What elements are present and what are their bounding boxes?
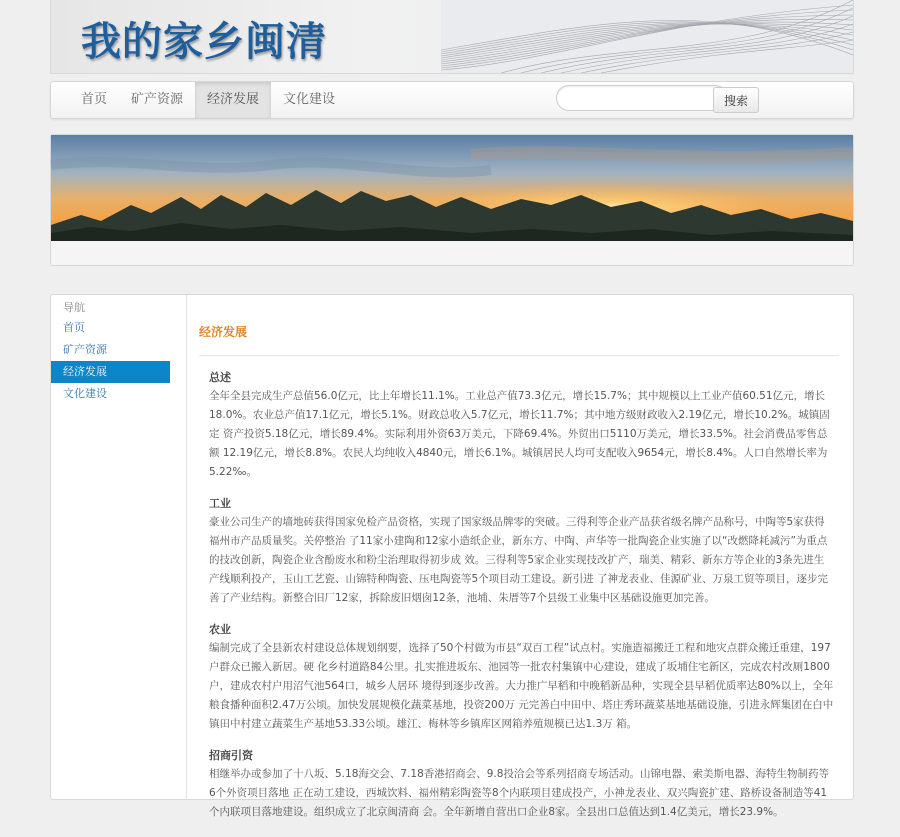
section-body: 全年全县完成生产总值56.0亿元，比上年增长11.1%。工业总产值73.3亿元，增长15.7%；其中规模以上工业产值60.51亿元，增长18.0%。农业总产值17.1亿元，增长5.1%。财政总收入5.7亿元，增长11.7%；其中地方级财政收入2.19亿元，增长10.2%。城镇固定 资产投资5.18亿元，增长89.4%。实际利用外资63万美元，下降69.4%。外贸出口5110万美元，增长33.5%。社会消费品零售总额 12.19亿元，增长8.8%。农民人均纯收入4840元，增长6.1%。城镇居民人均可支配收入9654元，增长8.4%。人口自然增长率为 5.22‰。 <box>209 390 830 478</box>
section-heading: 工业 <box>209 497 231 510</box>
sidebar-header: 导航 <box>63 301 85 314</box>
main-content <box>199 295 839 818</box>
section-heading: 招商引资 <box>209 749 253 762</box>
search-input[interactable] <box>556 85 728 111</box>
decorative-wave-lines <box>441 0 853 73</box>
sidebar-item-home[interactable]: 首页 <box>63 321 85 334</box>
sidebar-item-culture[interactable]: 文化建设 <box>63 387 107 400</box>
section-body: 编制完成了全县新农村建设总体规划纲要，选择了50个村做为市县“双百工程”试点村。实施造福搬迁工程和地灾点群众搬迁重建，197户群众已搬入新居。硬 化乡村道路84公里。扎实推进坂东、池园等一批农村集镇中心建设，建成了坂埔住宅新区，完成农村改厕1800户，建成农村户用沼气池564口，城乡人居环 境得到逐步改善。大力推广早稻和中晚稻新品种，实现全县早稻优质率达80%以上，全年粮食播种面积2.47万公顷。加快发展规模化蔬菜基地，投资200万 元完善白中田中、塔庄秀环蔬菜基地基础设施，引进永辉集团在白中镇田中村建立蔬菜生产基地53.33公顷。雄江、梅林等乡镇库区网箱养殖规模已达1.3万 箱。 <box>209 642 834 730</box>
site-header <box>50 0 854 74</box>
sidebar-item-economy[interactable]: 经济发展 <box>51 361 170 383</box>
nav-item-minerals[interactable]: 矿产资源 <box>131 92 184 107</box>
nav-item-culture[interactable]: 文化建设 <box>283 92 336 107</box>
site-logo: 我的家乡闽清 <box>81 19 327 65</box>
section-industry <box>209 497 834 608</box>
section-investment <box>209 749 834 822</box>
page-title: 经济发展 <box>199 325 248 339</box>
article-sections <box>209 371 834 837</box>
banner-panel <box>50 134 854 266</box>
sidebar-list <box>51 317 170 405</box>
search-button[interactable]: 搜索 <box>713 87 759 113</box>
nav-menu <box>69 82 347 118</box>
section-heading: 总述 <box>209 371 231 384</box>
section-heading: 农业 <box>209 623 231 636</box>
section-body: 豪业公司生产的墙地砖获得国家免检产品资格，实现了国家级品牌零的突破。三得利等企业产品获省级名牌产品称号，中陶等5家获得福州市产品质量奖。关停整治 了11家小建陶和12家小造纸企业，新东方、中陶、声华等一批陶瓷企业实施了以“改燃降耗减污”为重点的技改创新，陶瓷企业含酚废水和粉尘治理取得初步成 效。三得利等5家企业实现技改扩产，瑞美、精彩、新东方等企业的3条先进生产线顺利投产，玉山工艺瓷、山锦特种陶瓷、压电陶瓷等5个项目动工建设。新引进 了神龙表业、佳源矿业、万泉工贸等项目，逐步完善了产业结构。新整合旧厂12家，拆除废旧烟囱12条，池埔、朱厝等7个县级工业集中区基础设施更加完善。 <box>209 516 829 604</box>
nav-item-home[interactable]: 首页 <box>81 92 108 107</box>
banner-image <box>51 135 853 241</box>
nav-item-economy[interactable]: 经济发展 <box>195 82 271 118</box>
title-divider <box>199 355 839 356</box>
section-body: 相继举办或参加了十八坂、5.18海交会、7.18香港招商会、9.8投洽会等系列招商专场活动。山锦电器、索美斯电器、海特生物制药等6个外资项目落地 正在动工建设，西城饮料、福州精彩陶瓷等8个内联项目建成投产，小神龙表业、双兴陶瓷扩建、路桥设备制造等41个内联项目落地建设。组织成立了北京闽清商 会。全年新增自营出口企业8家。全县出口总值达到1.4亿美元，增长23.9%。 <box>209 768 829 818</box>
main-navbar <box>50 81 854 119</box>
section-overview <box>209 371 834 482</box>
sidebar-item-minerals[interactable]: 矿产资源 <box>63 343 107 356</box>
content-panel <box>50 294 854 818</box>
section-agriculture <box>209 623 834 734</box>
sidebar <box>51 295 187 799</box>
